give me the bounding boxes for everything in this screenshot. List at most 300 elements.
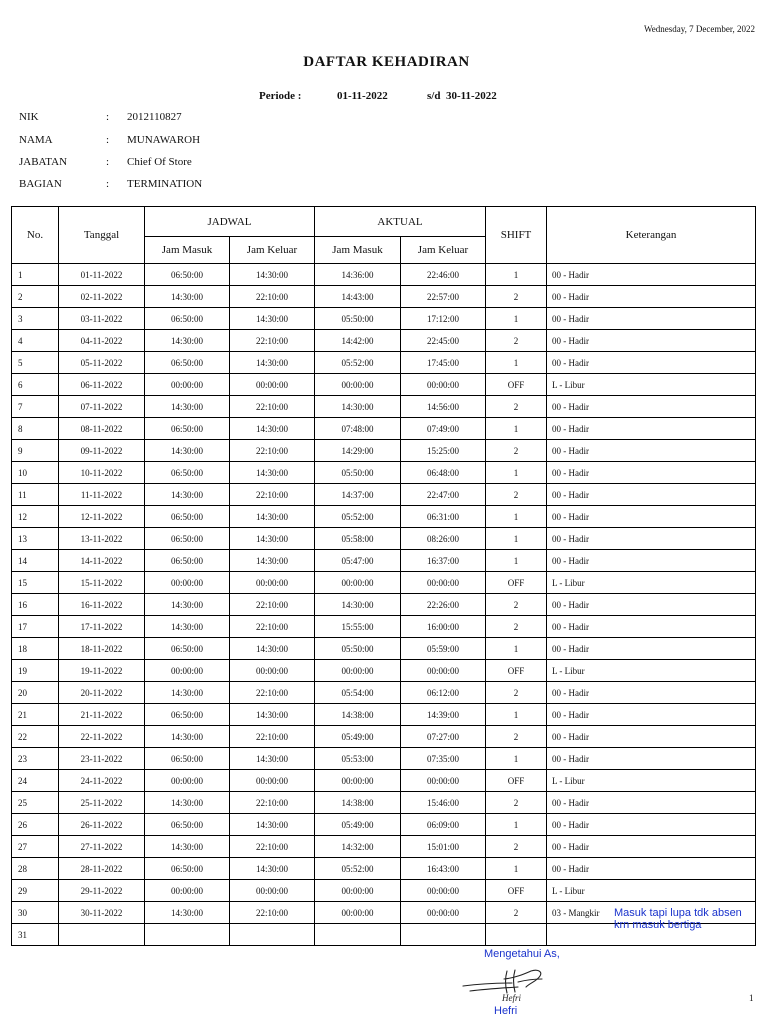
approval-label: Mengetahui As, (484, 948, 560, 960)
document-title: DAFTAR KEHADIRAN (303, 54, 470, 70)
cell-jadwal-jam-keluar: 22:10:00 (230, 726, 315, 748)
cell-aktual-jam-keluar: 16:37:00 (401, 550, 486, 572)
cell-no: 29 (12, 880, 59, 902)
table-row (12, 462, 756, 484)
cell-shift: 2 (486, 440, 547, 462)
attendance-table (11, 206, 756, 946)
table-row (12, 770, 756, 792)
cell-aktual-jam-masuk: 05:50:00 (315, 638, 401, 660)
bagian-label: BAGIAN (19, 178, 62, 190)
cell-aktual-jam-keluar: 08:26:00 (401, 528, 486, 550)
cell-aktual-jam-masuk: 05:52:00 (315, 858, 401, 880)
cell-jadwal-jam-keluar: 00:00:00 (230, 572, 315, 594)
cell-aktual-jam-masuk: 05:49:00 (315, 726, 401, 748)
nama-label: NAMA (19, 134, 53, 146)
cell-aktual-jam-keluar (401, 924, 486, 946)
cell-shift (486, 924, 547, 946)
cell-jadwal-jam-keluar: 22:10:00 (230, 396, 315, 418)
cell-no: 18 (12, 638, 59, 660)
cell-aktual-jam-masuk: 05:53:00 (315, 748, 401, 770)
cell-shift: 1 (486, 858, 547, 880)
cell-jadwal-jam-keluar: 00:00:00 (230, 660, 315, 682)
cell-jadwal-jam-keluar: 00:00:00 (230, 770, 315, 792)
cell-keterangan: 00 - Hadir (547, 594, 756, 616)
cell-keterangan: 00 - Hadir (547, 308, 756, 330)
cell-aktual-jam-keluar: 00:00:00 (401, 572, 486, 594)
cell-shift: 1 (486, 748, 547, 770)
cell-no: 7 (12, 396, 59, 418)
cell-shift: 2 (486, 330, 547, 352)
cell-shift: 1 (486, 506, 547, 528)
cell-shift: OFF (486, 374, 547, 396)
handwritten-note-line-1: Masuk tapi lupa tdk absen (614, 907, 742, 919)
cell-tanggal: 15-11-2022 (59, 572, 145, 594)
cell-aktual-jam-keluar: 06:48:00 (401, 462, 486, 484)
cell-aktual-jam-keluar: 07:35:00 (401, 748, 486, 770)
cell-aktual-jam-masuk: 14:37:00 (315, 484, 401, 506)
cell-keterangan: 00 - Hadir (547, 264, 756, 286)
cell-jadwal-jam-keluar: 14:30:00 (230, 748, 315, 770)
cell-shift: 2 (486, 902, 547, 924)
cell-jadwal-jam-keluar: 14:30:00 (230, 704, 315, 726)
nik-value: 2012110827 (127, 111, 182, 123)
cell-jadwal-jam-keluar: 22:10:00 (230, 836, 315, 858)
cell-shift: OFF (486, 880, 547, 902)
cell-jadwal-jam-masuk: 14:30:00 (145, 902, 230, 924)
cell-jadwal-jam-keluar: 14:30:00 (230, 418, 315, 440)
nik-label: NIK (19, 111, 39, 123)
colon: : (106, 111, 110, 123)
cell-aktual-jam-keluar: 14:56:00 (401, 396, 486, 418)
cell-shift: 1 (486, 528, 547, 550)
nama-value: MUNAWAROH (127, 134, 201, 146)
cell-no: 15 (12, 572, 59, 594)
cell-shift: 1 (486, 704, 547, 726)
table-row (12, 704, 756, 726)
cell-aktual-jam-masuk: 14:30:00 (315, 594, 401, 616)
cell-tanggal: 18-11-2022 (59, 638, 145, 660)
cell-jadwal-jam-masuk: 06:50:00 (145, 814, 230, 836)
cell-aktual-jam-keluar: 07:49:00 (401, 418, 486, 440)
table-row (12, 814, 756, 836)
cell-aktual-jam-masuk: 05:50:00 (315, 308, 401, 330)
cell-no: 28 (12, 858, 59, 880)
cell-shift: 1 (486, 814, 547, 836)
cell-jadwal-jam-masuk: 00:00:00 (145, 374, 230, 396)
cell-jadwal-jam-masuk: 06:50:00 (145, 638, 230, 660)
cell-jadwal-jam-masuk: 14:30:00 (145, 286, 230, 308)
cell-aktual-jam-keluar: 00:00:00 (401, 880, 486, 902)
cell-no: 6 (12, 374, 59, 396)
cell-aktual-jam-keluar: 06:31:00 (401, 506, 486, 528)
cell-shift: OFF (486, 770, 547, 792)
cell-jadwal-jam-masuk: 14:30:00 (145, 682, 230, 704)
cell-jadwal-jam-masuk: 00:00:00 (145, 572, 230, 594)
cell-jadwal-jam-keluar: 22:10:00 (230, 330, 315, 352)
cell-no: 23 (12, 748, 59, 770)
cell-keterangan: 00 - Hadir (547, 550, 756, 572)
cell-jadwal-jam-keluar: 00:00:00 (230, 880, 315, 902)
cell-tanggal: 11-11-2022 (59, 484, 145, 506)
cell-jadwal-jam-keluar: 14:30:00 (230, 352, 315, 374)
cell-no: 11 (12, 484, 59, 506)
cell-aktual-jam-keluar: 07:27:00 (401, 726, 486, 748)
colon: : (106, 134, 110, 146)
cell-tanggal: 29-11-2022 (59, 880, 145, 902)
table-row (12, 638, 756, 660)
cell-no: 19 (12, 660, 59, 682)
cell-tanggal: 28-11-2022 (59, 858, 145, 880)
print-date: Wednesday, 7 December, 2022 (643, 24, 755, 34)
cell-tanggal: 03-11-2022 (59, 308, 145, 330)
header-jadwal: JADWAL (145, 207, 315, 237)
table-row (12, 308, 756, 330)
cell-tanggal: 09-11-2022 (59, 440, 145, 462)
cell-jadwal-jam-masuk: 14:30:00 (145, 726, 230, 748)
header-aktual-jam-masuk: Jam Masuk (315, 237, 401, 264)
cell-aktual-jam-keluar: 06:12:00 (401, 682, 486, 704)
cell-aktual-jam-keluar: 22:46:00 (401, 264, 486, 286)
table-row (12, 374, 756, 396)
cell-aktual-jam-masuk: 05:54:00 (315, 682, 401, 704)
cell-shift: 1 (486, 462, 547, 484)
cell-jadwal-jam-masuk: 06:50:00 (145, 264, 230, 286)
cell-no: 5 (12, 352, 59, 374)
header-shift: SHIFT (486, 207, 547, 264)
cell-jadwal-jam-masuk: 06:50:00 (145, 704, 230, 726)
cell-tanggal: 06-11-2022 (59, 374, 145, 396)
cell-aktual-jam-masuk: 14:30:00 (315, 396, 401, 418)
cell-no: 27 (12, 836, 59, 858)
cell-aktual-jam-masuk: 14:36:00 (315, 264, 401, 286)
cell-jadwal-jam-keluar: 22:10:00 (230, 594, 315, 616)
cell-jadwal-jam-masuk: 06:50:00 (145, 858, 230, 880)
table-row (12, 528, 756, 550)
handwritten-note-line-2: krn masuk bertiga (614, 919, 702, 931)
cell-keterangan: 00 - Hadir (547, 484, 756, 506)
cell-tanggal: 01-11-2022 (59, 264, 145, 286)
cell-jadwal-jam-keluar (230, 924, 315, 946)
cell-jadwal-jam-keluar: 22:10:00 (230, 484, 315, 506)
cell-tanggal: 25-11-2022 (59, 792, 145, 814)
page-number: 1 (749, 993, 754, 1003)
cell-aktual-jam-masuk: 14:38:00 (315, 704, 401, 726)
cell-tanggal: 07-11-2022 (59, 396, 145, 418)
cell-shift: 2 (486, 616, 547, 638)
cell-jadwal-jam-keluar: 14:30:00 (230, 638, 315, 660)
cell-keterangan: L - Libur (547, 660, 756, 682)
cell-keterangan: 00 - Hadir (547, 286, 756, 308)
cell-no: 2 (12, 286, 59, 308)
header-aktual: AKTUAL (315, 207, 486, 237)
cell-jadwal-jam-masuk: 06:50:00 (145, 462, 230, 484)
cell-aktual-jam-masuk: 05:52:00 (315, 352, 401, 374)
cell-tanggal: 23-11-2022 (59, 748, 145, 770)
cell-keterangan: 00 - Hadir (547, 814, 756, 836)
cell-aktual-jam-keluar: 06:09:00 (401, 814, 486, 836)
cell-shift: 2 (486, 594, 547, 616)
cell-keterangan: L - Libur (547, 572, 756, 594)
cell-no: 1 (12, 264, 59, 286)
cell-aktual-jam-masuk: 00:00:00 (315, 572, 401, 594)
cell-aktual-jam-masuk (315, 924, 401, 946)
cell-no: 22 (12, 726, 59, 748)
cell-jadwal-jam-keluar: 22:10:00 (230, 682, 315, 704)
cell-aktual-jam-keluar: 17:45:00 (401, 352, 486, 374)
cell-tanggal: 30-11-2022 (59, 902, 145, 924)
cell-jadwal-jam-masuk: 06:50:00 (145, 308, 230, 330)
header-keterangan: Keterangan (547, 207, 756, 264)
cell-no: 20 (12, 682, 59, 704)
cell-jadwal-jam-masuk: 00:00:00 (145, 660, 230, 682)
cell-aktual-jam-keluar: 00:00:00 (401, 902, 486, 924)
table-row (12, 352, 756, 374)
cell-tanggal: 14-11-2022 (59, 550, 145, 572)
cell-no: 12 (12, 506, 59, 528)
cell-jadwal-jam-masuk: 00:00:00 (145, 880, 230, 902)
cell-tanggal: 02-11-2022 (59, 286, 145, 308)
table-row (12, 330, 756, 352)
cell-jadwal-jam-keluar: 00:00:00 (230, 374, 315, 396)
cell-keterangan: 00 - Hadir (547, 616, 756, 638)
cell-aktual-jam-masuk: 14:29:00 (315, 440, 401, 462)
cell-aktual-jam-masuk: 00:00:00 (315, 660, 401, 682)
cell-aktual-jam-keluar: 22:26:00 (401, 594, 486, 616)
cell-no: 24 (12, 770, 59, 792)
cell-jadwal-jam-masuk: 14:30:00 (145, 484, 230, 506)
cell-aktual-jam-keluar: 22:45:00 (401, 330, 486, 352)
cell-aktual-jam-keluar: 16:43:00 (401, 858, 486, 880)
cell-tanggal: 27-11-2022 (59, 836, 145, 858)
table-row (12, 396, 756, 418)
period-start: 01-11-2022 (337, 90, 388, 102)
cell-jadwal-jam-masuk: 14:30:00 (145, 792, 230, 814)
header-jadwal-jam-keluar: Jam Keluar (230, 237, 315, 264)
cell-jadwal-jam-masuk (145, 924, 230, 946)
cell-aktual-jam-keluar: 16:00:00 (401, 616, 486, 638)
bagian-value: TERMINATION (127, 178, 203, 190)
cell-aktual-jam-keluar: 00:00:00 (401, 374, 486, 396)
cell-jadwal-jam-masuk: 14:30:00 (145, 616, 230, 638)
cell-aktual-jam-masuk: 14:38:00 (315, 792, 401, 814)
cell-keterangan: 00 - Hadir (547, 682, 756, 704)
cell-shift: 2 (486, 836, 547, 858)
cell-no: 25 (12, 792, 59, 814)
cell-keterangan: 00 - Hadir (547, 858, 756, 880)
cell-shift: OFF (486, 660, 547, 682)
table-row (12, 506, 756, 528)
cell-jadwal-jam-masuk: 00:00:00 (145, 770, 230, 792)
cell-no: 14 (12, 550, 59, 572)
table-row (12, 660, 756, 682)
cell-no: 31 (12, 924, 59, 946)
table-row (12, 792, 756, 814)
cell-keterangan: L - Libur (547, 374, 756, 396)
cell-jadwal-jam-keluar: 14:30:00 (230, 814, 315, 836)
cell-tanggal: 12-11-2022 (59, 506, 145, 528)
cell-no: 13 (12, 528, 59, 550)
cell-jadwal-jam-keluar: 14:30:00 (230, 528, 315, 550)
cell-jadwal-jam-keluar: 14:30:00 (230, 506, 315, 528)
cell-aktual-jam-masuk: 05:47:00 (315, 550, 401, 572)
cell-no: 21 (12, 704, 59, 726)
cell-tanggal: 22-11-2022 (59, 726, 145, 748)
table-row (12, 748, 756, 770)
cell-jadwal-jam-masuk: 06:50:00 (145, 748, 230, 770)
cell-keterangan: 00 - Hadir (547, 792, 756, 814)
table-row (12, 726, 756, 748)
cell-keterangan: 00 - Hadir (547, 704, 756, 726)
table-row (12, 572, 756, 594)
cell-tanggal: 16-11-2022 (59, 594, 145, 616)
cell-keterangan: 00 - Hadir (547, 506, 756, 528)
cell-aktual-jam-masuk: 00:00:00 (315, 374, 401, 396)
table-row (12, 550, 756, 572)
cell-shift: 2 (486, 726, 547, 748)
colon: : (106, 156, 110, 168)
jabatan-label: JABATAN (19, 156, 68, 168)
cell-shift: 1 (486, 308, 547, 330)
cell-no: 16 (12, 594, 59, 616)
cell-no: 10 (12, 462, 59, 484)
cell-keterangan: 00 - Hadir (547, 396, 756, 418)
cell-aktual-jam-masuk: 14:42:00 (315, 330, 401, 352)
table-row (12, 880, 756, 902)
cell-no: 3 (12, 308, 59, 330)
cell-shift: 1 (486, 264, 547, 286)
table-row (12, 682, 756, 704)
cell-shift: 1 (486, 418, 547, 440)
cell-aktual-jam-keluar: 15:01:00 (401, 836, 486, 858)
cell-tanggal: 17-11-2022 (59, 616, 145, 638)
cell-shift: 2 (486, 792, 547, 814)
cell-jadwal-jam-masuk: 06:50:00 (145, 352, 230, 374)
cell-keterangan: 00 - Hadir (547, 440, 756, 462)
cell-aktual-jam-masuk: 14:43:00 (315, 286, 401, 308)
table-row (12, 616, 756, 638)
cell-aktual-jam-keluar: 00:00:00 (401, 770, 486, 792)
cell-jadwal-jam-masuk: 06:50:00 (145, 506, 230, 528)
table-row (12, 286, 756, 308)
cell-aktual-jam-keluar: 14:39:00 (401, 704, 486, 726)
cell-shift: 2 (486, 484, 547, 506)
cell-tanggal: 13-11-2022 (59, 528, 145, 550)
cell-aktual-jam-keluar: 22:47:00 (401, 484, 486, 506)
cell-keterangan: 00 - Hadir (547, 748, 756, 770)
period-label: Periode : (259, 90, 302, 102)
cell-jadwal-jam-keluar: 14:30:00 (230, 858, 315, 880)
cell-keterangan: 03 - Mangkir (547, 902, 756, 924)
cell-jadwal-jam-masuk: 14:30:00 (145, 330, 230, 352)
cell-jadwal-jam-keluar: 14:30:00 (230, 550, 315, 572)
cell-tanggal: 19-11-2022 (59, 660, 145, 682)
cell-jadwal-jam-keluar: 22:10:00 (230, 286, 315, 308)
cell-keterangan: 00 - Hadir (547, 330, 756, 352)
cell-keterangan: L - Libur (547, 880, 756, 902)
cell-no: 30 (12, 902, 59, 924)
cell-tanggal: 24-11-2022 (59, 770, 145, 792)
cell-no: 26 (12, 814, 59, 836)
table-row (12, 418, 756, 440)
signature-text: Hefri (502, 993, 521, 1003)
cell-jadwal-jam-keluar: 22:10:00 (230, 902, 315, 924)
cell-aktual-jam-keluar: 05:59:00 (401, 638, 486, 660)
cell-keterangan: 00 - Hadir (547, 726, 756, 748)
cell-shift: OFF (486, 572, 547, 594)
header-jadwal-jam-masuk: Jam Masuk (145, 237, 230, 264)
cell-shift: 2 (486, 286, 547, 308)
cell-shift: 1 (486, 352, 547, 374)
cell-jadwal-jam-keluar: 22:10:00 (230, 440, 315, 462)
table-row (12, 264, 756, 286)
cell-aktual-jam-masuk: 15:55:00 (315, 616, 401, 638)
cell-tanggal: 26-11-2022 (59, 814, 145, 836)
cell-jadwal-jam-masuk: 14:30:00 (145, 440, 230, 462)
cell-aktual-jam-masuk: 05:49:00 (315, 814, 401, 836)
header-tanggal: Tanggal (59, 207, 145, 264)
cell-shift: 2 (486, 396, 547, 418)
period-separator: s/d (427, 90, 441, 102)
cell-aktual-jam-keluar: 15:46:00 (401, 792, 486, 814)
table-row (12, 836, 756, 858)
colon: : (106, 178, 110, 190)
cell-tanggal: 05-11-2022 (59, 352, 145, 374)
cell-aktual-jam-masuk: 05:50:00 (315, 462, 401, 484)
cell-keterangan: 00 - Hadir (547, 352, 756, 374)
cell-aktual-jam-keluar: 00:00:00 (401, 660, 486, 682)
cell-tanggal: 21-11-2022 (59, 704, 145, 726)
cell-tanggal: 04-11-2022 (59, 330, 145, 352)
cell-keterangan: 00 - Hadir (547, 462, 756, 484)
cell-shift: 1 (486, 638, 547, 660)
cell-tanggal: 10-11-2022 (59, 462, 145, 484)
cell-keterangan: L - Libur (547, 770, 756, 792)
signature-image (460, 962, 560, 1004)
cell-no: 4 (12, 330, 59, 352)
cell-aktual-jam-masuk: 00:00:00 (315, 902, 401, 924)
cell-tanggal: 08-11-2022 (59, 418, 145, 440)
cell-aktual-jam-masuk: 07:48:00 (315, 418, 401, 440)
cell-jadwal-jam-masuk: 14:30:00 (145, 594, 230, 616)
cell-aktual-jam-masuk: 00:00:00 (315, 770, 401, 792)
cell-jadwal-jam-masuk: 06:50:00 (145, 418, 230, 440)
cell-jadwal-jam-keluar: 14:30:00 (230, 462, 315, 484)
cell-aktual-jam-keluar: 17:12:00 (401, 308, 486, 330)
table-row (12, 594, 756, 616)
cell-no: 8 (12, 418, 59, 440)
cell-keterangan: 00 - Hadir (547, 528, 756, 550)
cell-keterangan: 00 - Hadir (547, 836, 756, 858)
cell-shift: 2 (486, 682, 547, 704)
cell-aktual-jam-masuk: 05:52:00 (315, 506, 401, 528)
cell-jadwal-jam-keluar: 14:30:00 (230, 308, 315, 330)
jabatan-value: Chief Of Store (127, 156, 192, 168)
table-row (12, 858, 756, 880)
table-row (12, 440, 756, 462)
cell-jadwal-jam-keluar: 14:30:00 (230, 264, 315, 286)
cell-keterangan: 00 - Hadir (547, 418, 756, 440)
cell-aktual-jam-masuk: 05:58:00 (315, 528, 401, 550)
cell-no: 17 (12, 616, 59, 638)
period-end: 30-11-2022 (446, 90, 497, 102)
cell-no: 9 (12, 440, 59, 462)
cell-jadwal-jam-masuk: 14:30:00 (145, 836, 230, 858)
cell-aktual-jam-masuk: 00:00:00 (315, 880, 401, 902)
attendance-rows (12, 264, 756, 946)
table-row (12, 484, 756, 506)
cell-jadwal-jam-keluar: 22:10:00 (230, 792, 315, 814)
cell-aktual-jam-masuk: 14:32:00 (315, 836, 401, 858)
